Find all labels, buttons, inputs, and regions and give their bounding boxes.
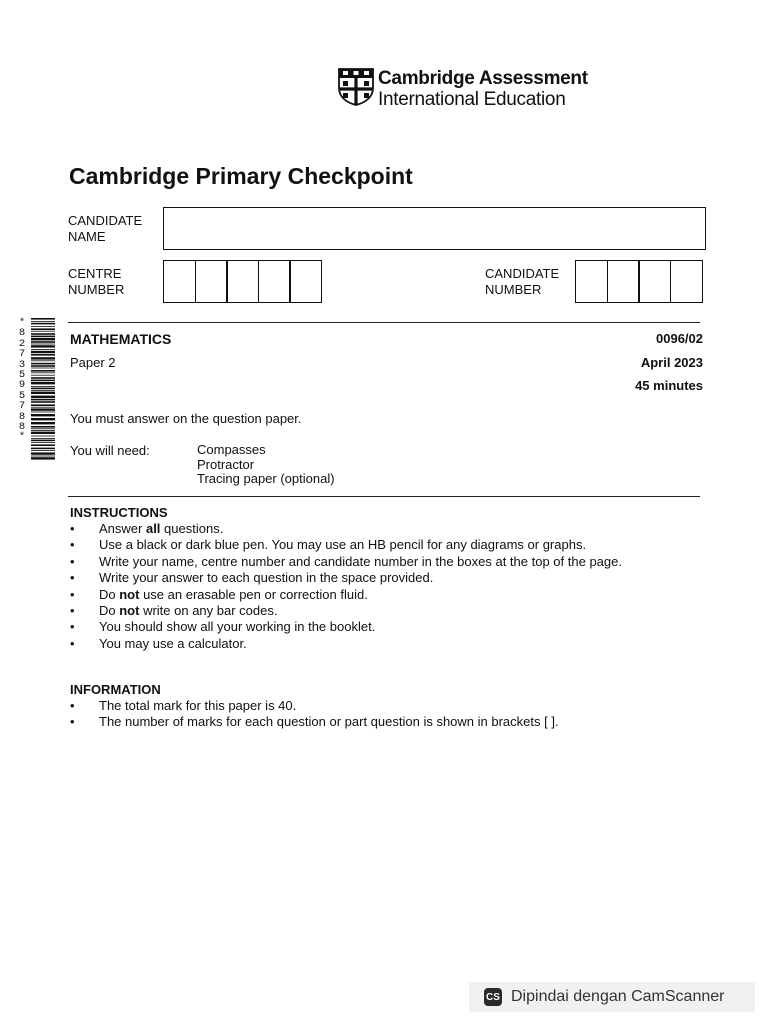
candidate-number-cell[interactable] xyxy=(575,260,608,303)
paper-date: April 2023 xyxy=(640,355,703,370)
centre-number-cell[interactable] xyxy=(195,260,228,303)
list-item: • Write your answer to each question in the space provided. xyxy=(70,570,710,586)
instructions-list xyxy=(70,521,710,652)
page-title: Cambridge Primary Checkpoint xyxy=(69,163,413,189)
list-item: • Do not use an erasable pen or correction fluid. xyxy=(70,587,710,603)
candidate-number-boxes xyxy=(575,260,703,303)
paper-duration: 45 minutes xyxy=(635,378,703,393)
cambridge-logo xyxy=(338,68,588,110)
divider-middle xyxy=(68,496,700,497)
scanner-watermark xyxy=(469,982,755,1012)
instructions-heading: INSTRUCTIONS xyxy=(70,505,168,520)
answer-note: You must answer on the question paper. xyxy=(70,411,302,426)
list-item: • Answer all questions. xyxy=(70,521,710,537)
list-item: • Do not write on any bar codes. xyxy=(70,603,710,619)
need-label: You will need: xyxy=(70,443,150,458)
list-item: • The number of marks for each question or part question is shown in brackets [ ]. xyxy=(70,714,710,730)
university-crest-icon xyxy=(338,68,374,106)
list-item: • You may use a calculator. xyxy=(70,636,710,652)
list-item: • Write your name, centre number and candidate number in the boxes at the top of the page. xyxy=(70,554,710,570)
candidate-name-label: CANDIDATE NAME xyxy=(68,213,143,244)
needed-item: Tracing paper (optional) xyxy=(197,471,335,486)
logo-line-1: Cambridge Assessment xyxy=(378,68,588,89)
list-item: • You should show all your working in the booklet. xyxy=(70,619,710,635)
centre-number-label: CENTRE NUMBER xyxy=(68,266,125,297)
information-heading: INFORMATION xyxy=(70,682,161,697)
candidate-number-cell[interactable] xyxy=(607,260,640,303)
list-item: • The total mark for this paper is 40. xyxy=(70,698,710,714)
centre-number-cell[interactable] xyxy=(226,260,259,303)
scanner-text: Dipindai dengan CamScanner xyxy=(511,988,725,1005)
logo-line-2: International Education xyxy=(378,89,566,110)
list-item: • Use a black or dark blue pen. You may use an HB pencil for any diagrams or graphs. xyxy=(70,537,710,553)
barcode-digits: *8273595788* xyxy=(18,317,26,444)
barcode xyxy=(16,318,56,460)
candidate-number-label: CANDIDATE NUMBER xyxy=(485,266,560,297)
candidate-name-box[interactable] xyxy=(163,207,706,250)
divider-top xyxy=(68,322,700,323)
information-list xyxy=(70,698,710,731)
candidate-number-cell[interactable] xyxy=(670,260,703,303)
centre-number-boxes xyxy=(163,260,322,303)
paper-code: 0096/02 xyxy=(656,331,703,346)
paper-number: Paper 2 xyxy=(70,355,116,370)
camscanner-icon: CS xyxy=(484,988,502,1006)
centre-number-cell[interactable] xyxy=(258,260,291,303)
centre-number-cell[interactable] xyxy=(289,260,322,303)
candidate-number-cell[interactable] xyxy=(638,260,671,303)
barcode-bars-icon xyxy=(31,318,55,460)
needed-items xyxy=(197,443,335,487)
needed-item: Protractor xyxy=(197,456,255,472)
centre-number-cell[interactable] xyxy=(163,260,196,303)
subject: MATHEMATICS xyxy=(70,331,172,347)
needed-item: Compasses xyxy=(197,442,266,457)
